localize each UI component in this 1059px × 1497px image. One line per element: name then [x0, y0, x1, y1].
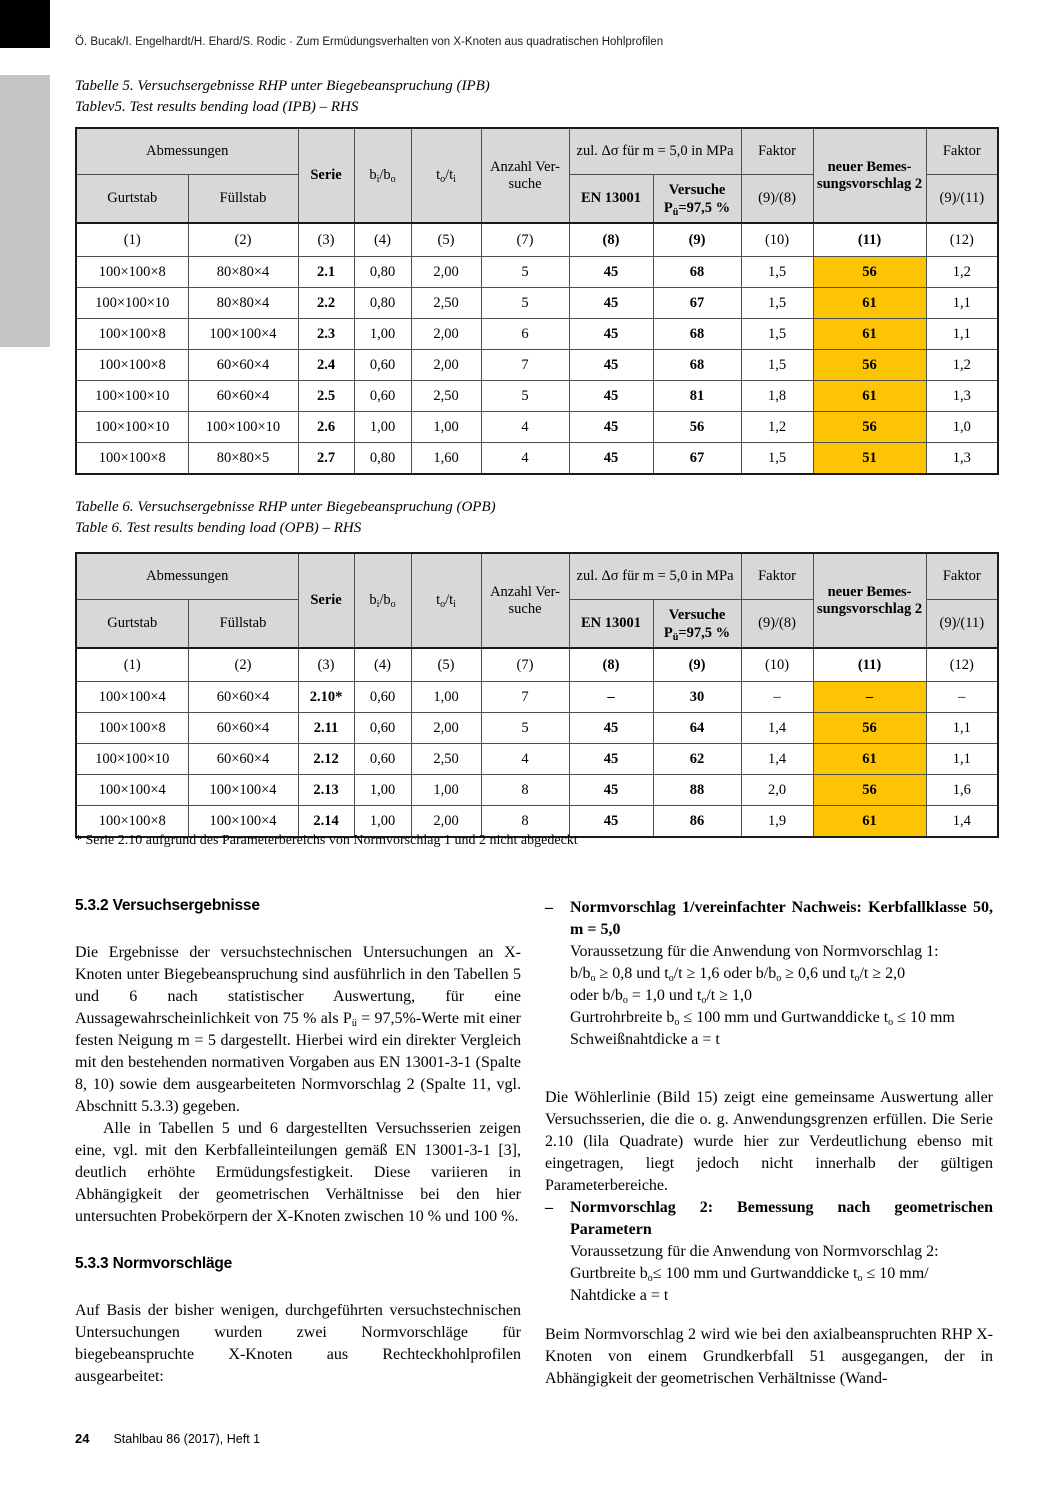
column-number: (9) [653, 223, 741, 257]
table-cell: 1,1 [926, 713, 998, 744]
right-text-column [545, 897, 993, 1390]
table-cell: 100×100×4 [188, 775, 298, 806]
table-cell: 4 [481, 412, 569, 443]
header-to-ti: $t_o/t_i$ [411, 553, 481, 648]
table-cell: 1,2 [926, 257, 998, 288]
table-cell: 2.11 [298, 713, 354, 744]
table-cell: 1,4 [741, 744, 813, 775]
norm-proposal-2-title: Normvorschlag 2: Bemessung nach geometrischen Parametern [570, 1199, 993, 1238]
column-number: (5) [411, 648, 481, 682]
text-line: Voraussetzung für die Anwendung von Normvorschlag 2: [570, 1243, 939, 1260]
highlighted-cell: 56 [813, 257, 926, 288]
table-cell: 1,1 [926, 319, 998, 350]
header-fuellstab: Füllstab [188, 600, 298, 649]
table-cell: 1,00 [354, 806, 411, 838]
column-number: (4) [354, 648, 411, 682]
table-cell: 45 [569, 443, 653, 475]
header-gurtstab: Gurtstab [76, 600, 188, 649]
table-cell: 2,00 [411, 350, 481, 381]
column-number: (10) [741, 648, 813, 682]
page-number: 24 [75, 1431, 90, 1446]
table-cell: 68 [653, 257, 741, 288]
table-cell: 2.10* [298, 682, 354, 713]
header-faktor-1: Faktor [741, 553, 813, 600]
table-cell: 100×100×4 [76, 682, 188, 713]
table-cell: 45 [569, 412, 653, 443]
table-cell: 60×60×4 [188, 350, 298, 381]
column-number: (12) [926, 648, 998, 682]
list-dash: – [545, 899, 553, 916]
table-cell: 45 [569, 319, 653, 350]
table-cell: 60×60×4 [188, 381, 298, 412]
highlighted-cell: 56 [813, 350, 926, 381]
column-number: (1) [76, 648, 188, 682]
table-cell: 45 [569, 257, 653, 288]
text-line: Schweißnahtdicke a = t [570, 1031, 720, 1048]
text-line: Nahtdicke a = t [570, 1287, 669, 1304]
header-faktor-1: Faktor [741, 128, 813, 175]
header-serie: Serie [298, 128, 354, 223]
table-row [76, 412, 998, 443]
journal-name: Stahlbau 86 (2017), Heft 1 [113, 1432, 261, 1446]
table-cell: 100×100×8 [76, 713, 188, 744]
table-cell: 2.13 [298, 775, 354, 806]
table-cell: 1,00 [411, 412, 481, 443]
section-heading-5-3-2: 5.3.2 Versuchsergebnisse [75, 897, 260, 914]
table-cell: 86 [653, 806, 741, 838]
table-cell: 1,1 [926, 288, 998, 319]
table-cell: 1,2 [926, 350, 998, 381]
table-cell: 0,80 [354, 288, 411, 319]
header-faktor-1-ratio: (9)/(8) [741, 175, 813, 224]
highlighted-cell: 56 [813, 775, 926, 806]
highlighted-cell: 61 [813, 806, 926, 838]
header-bi-bo: $b_i/b_o$ [354, 553, 411, 648]
table-cell: 1,00 [354, 319, 411, 350]
header-abmessungen: Abmessungen [76, 128, 298, 175]
header-faktor-2: Faktor [926, 553, 998, 600]
table-cell: 1,5 [741, 350, 813, 381]
table6-results-opb [75, 552, 999, 838]
table-row [76, 443, 998, 475]
table-cell: 45 [569, 713, 653, 744]
header-zul-delta-sigma: zul. Δσ für m = 5,0 in MPa [569, 553, 741, 600]
table-cell: 100×100×4 [188, 319, 298, 350]
table-cell: 1,9 [741, 806, 813, 838]
table-cell: 2.14 [298, 806, 354, 838]
table-cell: 100×100×8 [76, 443, 188, 475]
table-cell: 80×80×4 [188, 257, 298, 288]
header-en-13001: EN 13001 [569, 175, 653, 224]
section-heading-5-3-3: 5.3.3 Normvorschläge [75, 1255, 233, 1272]
header-to-ti: $t_o/t_i$ [411, 128, 481, 223]
table-cell: 30 [653, 682, 741, 713]
table-cell: 2.6 [298, 412, 354, 443]
table-row [76, 288, 998, 319]
column-number: (7) [481, 223, 569, 257]
table-row [76, 257, 998, 288]
column-number: (11) [813, 648, 926, 682]
header-faktor-1-ratio: (9)/(8) [741, 600, 813, 649]
table-cell: 2,0 [741, 775, 813, 806]
table6-caption-de: Tabelle 6. Versuchsergebnisse RHP unter Biegebeanspruchung (OPB) [75, 499, 496, 515]
header-anzahl-versuche: Anzahl Ver-suche [481, 553, 569, 648]
table-cell: 1,5 [741, 288, 813, 319]
table-cell: 45 [569, 350, 653, 381]
column-number: (12) [926, 223, 998, 257]
table-cell: 0,60 [354, 682, 411, 713]
header-en-13001: EN 13001 [569, 600, 653, 649]
header-zul-delta-sigma: zul. Δσ für m = 5,0 in MPa [569, 128, 741, 175]
table6-caption [75, 497, 496, 539]
text-line: oder $b/b_o = 1,0$ und $t_o/t \ge 1,0$ [570, 987, 753, 1006]
table-cell: 2.7 [298, 443, 354, 475]
table-cell: 1,5 [741, 257, 813, 288]
table-cell: 100×100×8 [76, 350, 188, 381]
table-cell: 2,50 [411, 288, 481, 319]
table-cell: 1,5 [741, 319, 813, 350]
table-cell: 68 [653, 319, 741, 350]
table-cell: 1,2 [741, 412, 813, 443]
table-cell: 45 [569, 806, 653, 838]
column-number-row [76, 223, 998, 257]
table5-results-ipb [75, 127, 999, 475]
table-cell: 1,60 [411, 443, 481, 475]
table-cell: 100×100×10 [188, 412, 298, 443]
header-faktor-2: Faktor [926, 128, 998, 175]
list-dash: – [545, 1199, 553, 1216]
table-cell: 100×100×8 [76, 806, 188, 838]
table-cell: 5 [481, 381, 569, 412]
column-number: (2) [188, 223, 298, 257]
table-cell: 60×60×4 [188, 713, 298, 744]
results-table [75, 552, 999, 838]
table-cell: 4 [481, 443, 569, 475]
table-cell: 1,5 [741, 443, 813, 475]
table5-caption-de: Tabelle 5. Versuchsergebnisse RHP unter Biegebeanspruchung (IPB) [75, 78, 490, 94]
table-row [76, 744, 998, 775]
table-row [76, 713, 998, 744]
page-edge-black-tab [0, 0, 50, 48]
table-cell: 2,50 [411, 744, 481, 775]
table-cell: 100×100×10 [76, 744, 188, 775]
table-cell: 100×100×8 [76, 319, 188, 350]
column-number-row [76, 648, 998, 682]
table-cell: 5 [481, 713, 569, 744]
norm-proposal-1-title: Normvorschlag 1/vereinfachter Nachweis: Kerbfallklasse 50, m = 5,0 [570, 899, 993, 938]
table-cell: 2,50 [411, 381, 481, 412]
highlighted-cell: 51 [813, 443, 926, 475]
column-number: (8) [569, 223, 653, 257]
table-cell: 5 [481, 257, 569, 288]
header-neuer-bemessungsvorschlag: neuer Bemes-sungsvorschlag 2 [813, 553, 926, 648]
table-cell: 45 [569, 288, 653, 319]
table-cell: 45 [569, 381, 653, 412]
table-cell: 1,00 [411, 775, 481, 806]
norm-proposal-2-item [545, 1197, 993, 1307]
table-cell: 80×80×4 [188, 288, 298, 319]
text-line: Voraussetzung für die Anwendung von Normvorschlag 1: [570, 943, 939, 960]
norm-proposal-1-conditions [570, 941, 993, 1051]
norm-proposal-1-item [545, 897, 993, 1051]
table-cell: 67 [653, 288, 741, 319]
table-cell: 1,4 [926, 806, 998, 838]
table-row [76, 350, 998, 381]
table-cell: 88 [653, 775, 741, 806]
header-gurtstab: Gurtstab [76, 175, 188, 224]
table-cell: 1,8 [741, 381, 813, 412]
table-cell: – [569, 682, 653, 713]
table-cell: 1,00 [354, 775, 411, 806]
table-cell: 2,00 [411, 806, 481, 838]
paragraph-norm2-basis: Beim Normvorschlag 2 wird wie bei den axialbeanspruchten RHP X-Knoten von einem Grundkerbfall 51 ausgegangen, der in Abhängigkeit der geometrischen Verhältnisse (Wand- [545, 1326, 993, 1387]
table-cell: 80×80×5 [188, 443, 298, 475]
table-cell: 1,3 [926, 443, 998, 475]
highlighted-cell: 56 [813, 412, 926, 443]
table-cell: 1,1 [926, 744, 998, 775]
table-cell: 0,80 [354, 443, 411, 475]
table-cell: 6 [481, 319, 569, 350]
table-cell: 1,6 [926, 775, 998, 806]
table-cell: 67 [653, 443, 741, 475]
table-cell: 100×100×8 [76, 257, 188, 288]
table-cell: 0,80 [354, 257, 411, 288]
running-header: Ö. Bucak/I. Engelhardt/H. Ehard/S. Rodic · Zum Ermüdungsverhalten von X-Knoten aus quadratischen Hohlprofilen [75, 36, 664, 48]
header-neuer-bemessungsvorschlag: neuer Bemes-sungsvorschlag 2 [813, 128, 926, 223]
table-cell: – [926, 682, 998, 713]
text-line: Gurtbreite $b_o\le 100$ mm und Gurtwanddicke $t_o \le 10$ mm/ [570, 1265, 929, 1284]
table-cell: 60×60×4 [188, 744, 298, 775]
paragraph-woehlerlinie: Die Wöhlerlinie (Bild 15) zeigt eine gemeinsame Auswertung aller Versuchsserien, die die o. g. Anwendungsgrenzen erfüllen. Die Serie 2.10 (lila Quadrate) wurde hier zur Verdeutlichung ebenso mit eingetragen, liegt jedoch nicht innerhalb der gültigen Parameterbereiche. [545, 1089, 993, 1194]
results-table [75, 127, 999, 475]
highlighted-cell: 61 [813, 288, 926, 319]
column-number: (7) [481, 648, 569, 682]
table-row [76, 682, 998, 713]
table-cell: 100×100×10 [76, 381, 188, 412]
table-cell: 45 [569, 744, 653, 775]
header-versuche-pue: Versuche $P_ü=97,5$ % [653, 600, 741, 649]
table-cell: 1,00 [354, 412, 411, 443]
table-row [76, 775, 998, 806]
table-cell: 0,60 [354, 713, 411, 744]
table-row [76, 319, 998, 350]
table-cell: 8 [481, 775, 569, 806]
table5-caption [75, 76, 490, 118]
paragraph-results-1: Die Ergebnisse der versuchstechnischen Untersuchungen an X-Knoten unter Biegebeanspruchung sind ausführlich in den Tabellen 5 und 6 nach statistischer Auswertung, für eine Aussagewahrscheinlichkeit von 75 % als $P_ü$ = 97,5%-Werte mit einer festen Neigung m = 5 dargestellt. Hierbei wird ein direkter Vergleich mit den bestehenden normativen Vorgaben aus EN 13001-3-1 (Spalte 8, 10) sowie dem ausgearbeiteten Normvorschlag 2 (Spalte 11, vgl. Abschnitt 5.3.3) gegeben. [75, 944, 521, 1115]
table-cell: 68 [653, 350, 741, 381]
table5-caption-en: Tablev5. Test results bending load (IPB) – RHS [75, 99, 359, 115]
table-cell: 100×100×10 [76, 288, 188, 319]
page-footer [75, 1430, 260, 1448]
table-cell: – [741, 682, 813, 713]
column-number: (2) [188, 648, 298, 682]
table-cell: 4 [481, 744, 569, 775]
table-cell: 2.2 [298, 288, 354, 319]
header-serie: Serie [298, 553, 354, 648]
text-line: Gurtrohrbreite $b_o \le 100$ mm und Gurtwanddicke $t_o \le 10$ mm [570, 1009, 955, 1028]
column-number: (8) [569, 648, 653, 682]
table-cell: 1,3 [926, 381, 998, 412]
table-cell: 7 [481, 682, 569, 713]
table-cell: 100×100×4 [188, 806, 298, 838]
left-text-column [75, 897, 521, 1388]
table-cell: 0,60 [354, 744, 411, 775]
text-line: $b/b_o \ge 0,8$ und $t_o/t \ge 1,6$ oder $b/b_o \ge 0,6$ und $t_o/t \ge 2,0$ [570, 965, 906, 984]
column-number: (10) [741, 223, 813, 257]
table-cell: 5 [481, 288, 569, 319]
highlighted-cell: 61 [813, 319, 926, 350]
column-number: (3) [298, 223, 354, 257]
table6-footnote: * Serie 2.10 aufgrund des Parameterbereichs von Normvorschlag 1 und 2 nicht abgedeckt [75, 833, 578, 848]
table6-caption-en: Table 6. Test results bending load (OPB) – RHS [75, 520, 362, 536]
table-cell: 2,00 [411, 319, 481, 350]
table-cell: 2.4 [298, 350, 354, 381]
table-cell: 45 [569, 775, 653, 806]
column-number: (5) [411, 223, 481, 257]
table-cell: 8 [481, 806, 569, 838]
highlighted-cell: 61 [813, 381, 926, 412]
column-number: (3) [298, 648, 354, 682]
header-versuche-pue: Versuche $P_ü=97,5$ % [653, 175, 741, 224]
table-cell: 56 [653, 412, 741, 443]
highlighted-cell: 61 [813, 744, 926, 775]
paragraph-results-2: Alle in Tabellen 5 und 6 dargestellten Versuchsserien zeigen eine, vgl. mit den Kerbfalleinteilungen gemäß EN 13001-3-1 [3], deutlich erhöhte Ermüdungsfestigkeit. Diese variieren in Abhängigkeit der geometrischen Verhältnisse bei den hier untersuchten Probekörpern der X-Knoten zwischen 10 % und 100 %. [75, 1120, 521, 1225]
table-cell: 81 [653, 381, 741, 412]
table-cell: 2.5 [298, 381, 354, 412]
table-cell: 0,60 [354, 350, 411, 381]
table-cell: 2,00 [411, 257, 481, 288]
header-anzahl-versuche: Anzahl Ver-suche [481, 128, 569, 223]
table-cell: 2.3 [298, 319, 354, 350]
highlighted-cell: 56 [813, 713, 926, 744]
table-cell: 62 [653, 744, 741, 775]
table-cell: 100×100×4 [76, 775, 188, 806]
header-abmessungen: Abmessungen [76, 553, 298, 600]
table-cell: 7 [481, 350, 569, 381]
page-edge-gray-tab [0, 75, 50, 347]
table-cell: 0,60 [354, 381, 411, 412]
table-cell: 64 [653, 713, 741, 744]
column-number: (4) [354, 223, 411, 257]
table-cell: 2,00 [411, 713, 481, 744]
header-faktor-2-ratio: (9)/(11) [926, 175, 998, 224]
table-row [76, 381, 998, 412]
norm-proposal-2-conditions [570, 1241, 993, 1307]
header-faktor-2-ratio: (9)/(11) [926, 600, 998, 649]
table-cell: 1,4 [741, 713, 813, 744]
table-cell: 2.1 [298, 257, 354, 288]
column-number: (9) [653, 648, 741, 682]
table-cell: 1,00 [411, 682, 481, 713]
header-bi-bo: $b_i/b_o$ [354, 128, 411, 223]
table-cell: 100×100×10 [76, 412, 188, 443]
table-cell: 60×60×4 [188, 682, 298, 713]
column-number: (11) [813, 223, 926, 257]
table-cell: 2.12 [298, 744, 354, 775]
table-cell: 1,0 [926, 412, 998, 443]
paragraph-norm-intro: Auf Basis der bisher wenigen, durchgeführten versuchstechnischen Untersuchungen wurden zwei Normvorschläge für biegebeanspruchte X-Knoten aus Rechteckhohlprofilen ausgearbeitet: [75, 1302, 521, 1385]
highlighted-cell: – [813, 682, 926, 713]
header-fuellstab: Füllstab [188, 175, 298, 224]
column-number: (1) [76, 223, 188, 257]
